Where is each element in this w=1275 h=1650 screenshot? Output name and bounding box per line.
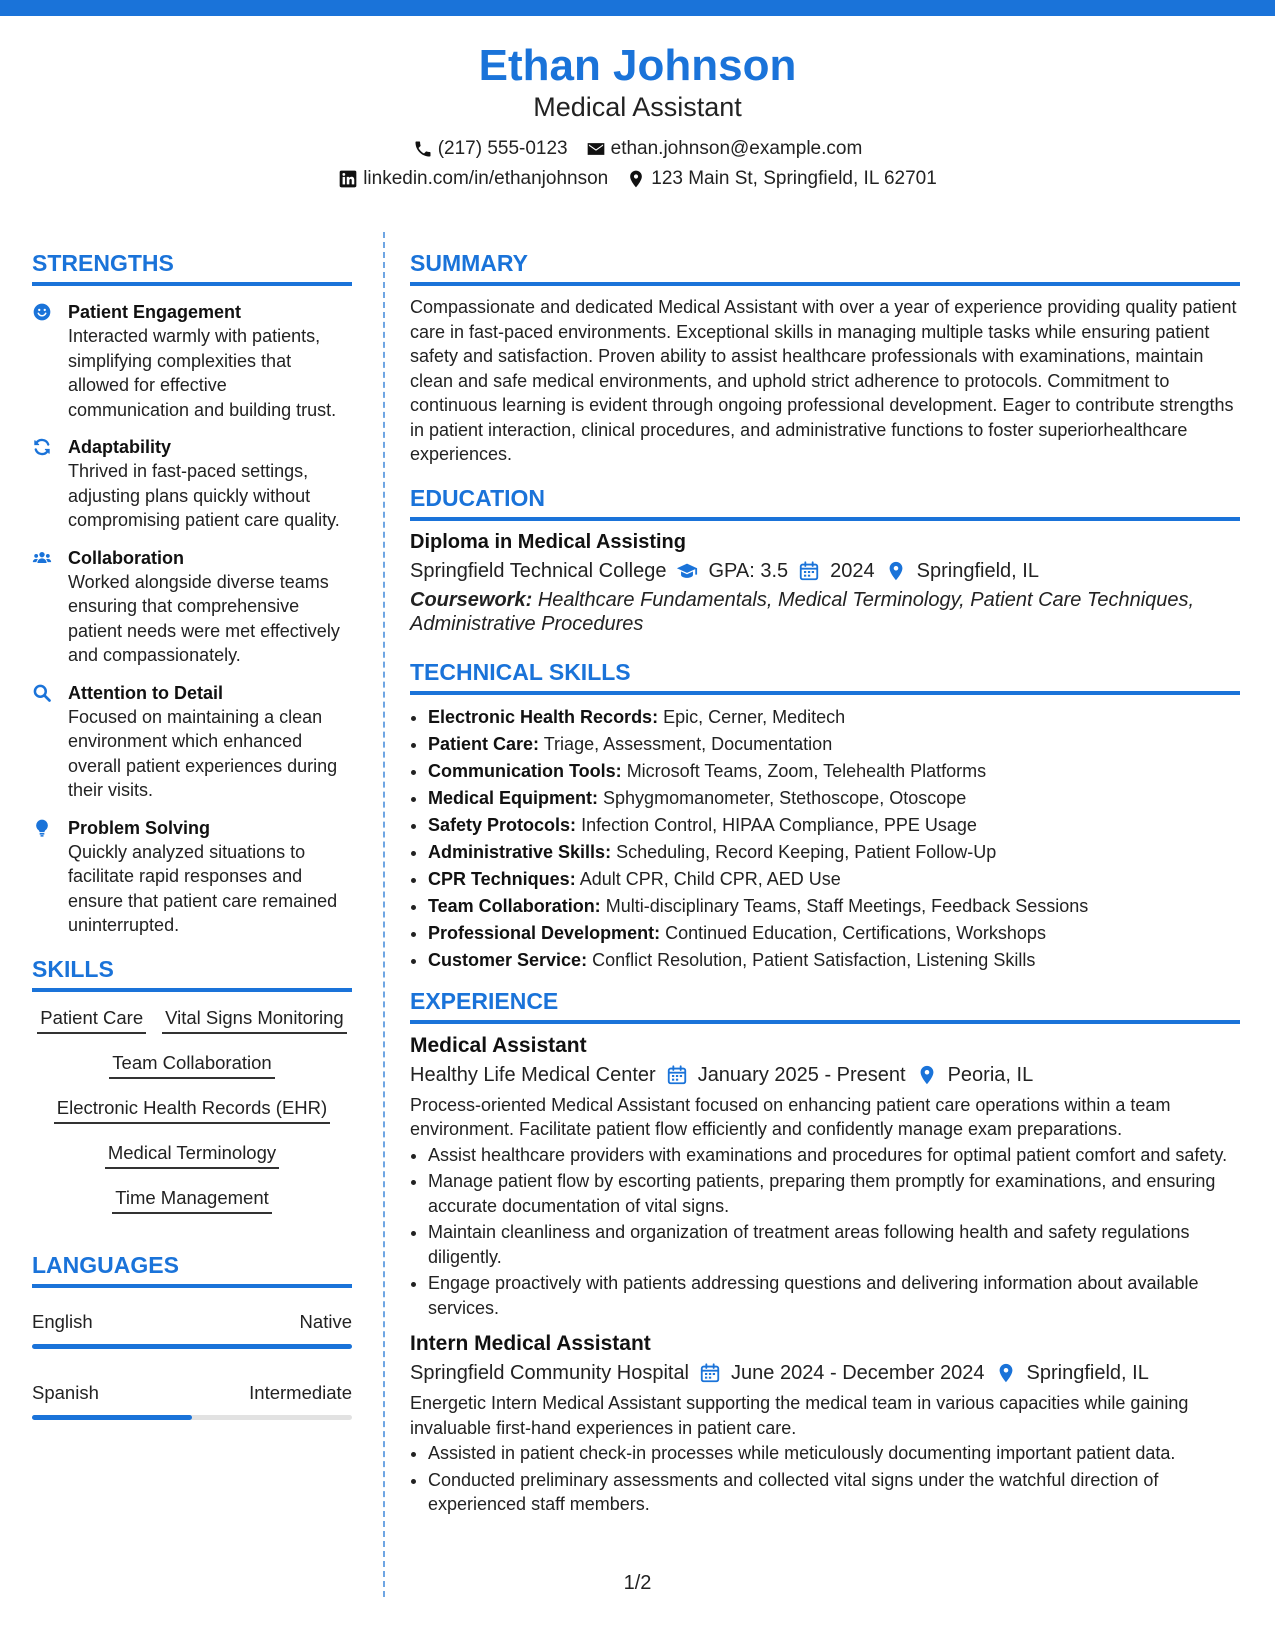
education-year: 2024 xyxy=(830,559,875,582)
skills-heading: SKILLS xyxy=(32,954,352,992)
strength-title: Patient Engagement xyxy=(68,302,242,322)
languages-list xyxy=(32,1310,352,1420)
tech-skill-label: Administrative Skills: xyxy=(428,841,612,862)
strengths-heading: STRENGTHS xyxy=(32,248,352,286)
linkedin-text: linkedin.com/in/ethanjohnson xyxy=(363,168,609,189)
tech-skill-item xyxy=(428,839,1240,866)
job-bullet: • Assist healthcare providers with examinations and procedures for optimal patient comfort and safety. xyxy=(428,1143,1240,1168)
job-description: Energetic Intern Medical Assistant supporting the medical team in various capacities while gaining invaluable first-hand experiences in patient care. xyxy=(410,1393,1189,1438)
skill-tag: Time Management xyxy=(112,1186,272,1214)
envelope-icon xyxy=(586,139,606,159)
strength-title: Collaboration xyxy=(68,547,184,568)
job-bullets xyxy=(410,1441,1240,1517)
language-proficiency-fill xyxy=(32,1344,352,1349)
job-bullet: • Maintain cleanliness and organization of treatment areas following health and safety regulations diligently. xyxy=(428,1220,1240,1269)
job-bullet: • Engage proactively with patients addressing questions and delivering information about available services. xyxy=(428,1271,1240,1320)
technical-skills-heading: TECHNICAL SKILLS xyxy=(410,657,1240,695)
strength-item xyxy=(32,546,352,668)
tech-skill-item xyxy=(428,866,1240,893)
candidate-name: Ethan Johnson xyxy=(478,41,797,90)
tech-skill-label: Communication Tools: xyxy=(428,760,622,781)
map-pin-icon xyxy=(885,560,907,582)
job-company: Springfield Community Hospital xyxy=(410,1362,690,1384)
phone-text: (217) 555-0123 xyxy=(437,138,568,159)
tech-skill-value: Adult CPR, Child CPR, AED Use xyxy=(579,868,841,889)
language-level: Native xyxy=(299,1310,352,1332)
tech-skill-item xyxy=(428,758,1240,785)
skill-tag: Medical Terminology xyxy=(105,1141,279,1169)
strength-desc: Interacted warmly with patients, simplifying complexities that allowed for effective communication and building trust. xyxy=(68,326,337,420)
strength-item xyxy=(32,816,352,938)
job-entry xyxy=(410,1330,1240,1517)
tech-skill-value: Sphygmomanometer, Stethoscope, Otoscope xyxy=(603,787,967,808)
summary-text: Compassionate and dedicated Medical Assistant with over a year of experience providing quality patient care in fast-paced environments. Exceptional skills in managing multiple tasks while ensuring patient safety and satisfaction. Proven ability to assist healthcare professionals with examinations, maintain clean and safe medical environments, and uphold strict adherence to protocols. Commitment to continuous learning is evident through ongoing professional development. Eager to contribute strengths in patient interaction, clinical procedures, and administrative functions to foster superiorhealthcare experiences. xyxy=(410,297,1237,464)
page-number: 1/2 xyxy=(623,1572,652,1594)
tech-skill-item xyxy=(428,785,1240,812)
languages-heading: LANGUAGES xyxy=(32,1250,352,1288)
job-dates: January 2025 - Present xyxy=(697,1063,906,1086)
tech-skill-label: Medical Equipment: xyxy=(428,787,599,808)
skill-tag: Electronic Health Records (EHR) xyxy=(54,1096,330,1124)
education-degree: Diploma in Medical Assisting xyxy=(410,530,686,553)
strengths-list xyxy=(32,300,352,938)
candidate-title: Medical Assistant xyxy=(533,92,742,122)
calendar-icon xyxy=(798,560,820,582)
job-bullet: • Assisted in patient check-in processes while meticulously documenting important patient data. xyxy=(428,1441,1240,1466)
tech-skill-label: Professional Development: xyxy=(428,922,661,943)
strength-desc: Worked alongside diverse teams ensuring that comprehensive patient needs were met effectively and compassionately. xyxy=(68,571,340,665)
strength-title: Adaptability xyxy=(68,437,172,457)
tech-skill-label: Patient Care: xyxy=(428,733,540,754)
strength-item xyxy=(32,300,352,422)
experience-heading: EXPERIENCE xyxy=(410,986,1240,1024)
job-dates: June 2024 - December 2024 xyxy=(731,1362,985,1384)
job-title: Medical Assistant xyxy=(410,1033,587,1057)
education-coursework xyxy=(410,588,1240,637)
skill-tag: Patient Care xyxy=(37,1006,146,1034)
phone-contact[interactable] xyxy=(413,134,568,164)
skills-list xyxy=(32,1006,352,1214)
tech-skill-item xyxy=(428,731,1240,758)
column-divider xyxy=(383,232,385,1597)
tech-skill-item xyxy=(428,812,1240,839)
language-name: Spanish xyxy=(32,1381,99,1403)
tech-skill-value: Conflict Resolution, Patient Satisfaction, Listening Skills xyxy=(592,949,1036,970)
job-bullet: • Manage patient flow by escorting patients, preparing them promptly for examinations, and ensuring accurate documentation of vital signs. xyxy=(428,1169,1240,1218)
tech-skill-value: Microsoft Teams, Zoom, Telehealth Platforms xyxy=(626,760,987,781)
phone-icon xyxy=(413,139,433,159)
top-accent-bar xyxy=(0,0,1275,16)
email-text: ethan.johnson@example.com xyxy=(610,138,863,159)
map-pin-icon xyxy=(626,169,646,189)
linkedin-contact[interactable] xyxy=(338,164,608,194)
address-contact xyxy=(626,164,937,194)
skill-tag: Team Collaboration xyxy=(109,1051,274,1079)
tech-skill-value: Scheduling, Record Keeping, Patient Follow-Up xyxy=(616,841,997,862)
map-pin-icon xyxy=(916,1064,938,1086)
right-column xyxy=(410,248,1240,1519)
tech-skill-item xyxy=(428,704,1240,731)
contact-line-2 xyxy=(0,164,1275,194)
tech-skill-label: CPR Techniques: xyxy=(428,868,576,889)
strength-desc: Focused on maintaining a clean environment which enhanced overall patient experiences during their visits. xyxy=(68,706,338,800)
language-item xyxy=(32,1381,352,1420)
strength-desc: Thrived in fast-paced settings, adjusting plans quickly without compromising patient care quality. xyxy=(68,461,340,530)
summary-heading: SUMMARY xyxy=(410,248,1240,286)
calendar-icon xyxy=(666,1064,688,1086)
strength-item xyxy=(32,435,352,533)
coursework-label: Coursework: xyxy=(410,588,533,611)
strength-title: Problem Solving xyxy=(68,817,211,838)
education-meta xyxy=(410,556,1240,586)
strength-item xyxy=(32,681,352,803)
left-column xyxy=(32,248,352,1452)
tech-skill-label: Safety Protocols: xyxy=(428,814,577,835)
education-school: Springfield Technical College xyxy=(410,559,667,582)
tech-skill-label: Customer Service: xyxy=(428,949,588,970)
job-location: Springfield, IL xyxy=(1026,1362,1149,1384)
smile-icon xyxy=(32,302,52,322)
job-meta xyxy=(410,1060,1240,1090)
skill-tag: Vital Signs Monitoring xyxy=(162,1006,347,1034)
tech-skill-item xyxy=(428,893,1240,920)
tech-skill-value: Multi-disciplinary Teams, Staff Meetings, Feedback Sessions xyxy=(605,895,1089,916)
tech-skill-item xyxy=(428,920,1240,947)
coursework-text: Healthcare Fundamentals, Medical Terminology, Patient Care Techniques, Administrative Procedures xyxy=(410,588,1195,635)
job-bullet: • Conducted preliminary assessments and collected vital signs under the watchful direction of experienced staff members. xyxy=(428,1468,1240,1517)
sync-icon xyxy=(32,437,52,457)
tech-skill-label: Electronic Health Records: xyxy=(428,706,659,727)
job-bullets xyxy=(410,1143,1240,1321)
language-name: English xyxy=(32,1310,93,1332)
language-proficiency-bar xyxy=(32,1415,352,1420)
tech-skill-value: Infection Control, HIPAA Compliance, PPE Usage xyxy=(581,814,977,835)
email-contact[interactable] xyxy=(586,134,863,164)
job-description: Process-oriented Medical Assistant focused on enhancing patient care operations within a team environment. Facilitate patient flow efficiently and confidently manage exam preparations. xyxy=(410,1094,1171,1139)
education-location: Springfield, IL xyxy=(916,559,1039,582)
job-company: Healthy Life Medical Center xyxy=(410,1063,656,1086)
job-title: Intern Medical Assistant xyxy=(410,1332,651,1355)
users-icon xyxy=(32,548,52,568)
language-item xyxy=(32,1310,352,1349)
map-pin-icon xyxy=(995,1362,1017,1384)
language-level: Intermediate xyxy=(249,1381,352,1403)
calendar-icon xyxy=(699,1362,721,1384)
graduation-cap-icon xyxy=(676,560,698,582)
tech-skill-value: Epic, Cerner, Meditech xyxy=(663,706,846,727)
tech-skill-label: Team Collaboration: xyxy=(428,895,601,916)
tech-skill-value: Continued Education, Certifications, Workshops xyxy=(665,922,1046,943)
search-icon xyxy=(32,683,52,703)
tech-skill-item xyxy=(428,947,1240,974)
education-gpa: GPA: 3.5 xyxy=(708,559,789,582)
strength-title: Attention to Detail xyxy=(68,682,223,703)
job-location: Peoria, IL xyxy=(947,1063,1034,1086)
technical-skills-list xyxy=(410,704,1240,974)
lightbulb-icon xyxy=(32,818,52,838)
job-entry xyxy=(410,1032,1240,1321)
linkedin-icon xyxy=(338,169,358,189)
language-proficiency-bar xyxy=(32,1344,352,1349)
education-heading: EDUCATION xyxy=(410,483,1240,521)
language-proficiency-fill xyxy=(32,1415,192,1420)
job-meta xyxy=(410,1358,1240,1388)
address-text: 123 Main St, Springfield, IL 62701 xyxy=(651,168,937,189)
contact-line-1 xyxy=(0,134,1275,164)
resume-header xyxy=(0,40,1275,194)
strength-desc: Quickly analyzed situations to facilitate rapid responses and ensure that patient care remained uninterrupted. xyxy=(68,841,338,935)
tech-skill-value: Triage, Assessment, Documentation xyxy=(543,733,833,754)
